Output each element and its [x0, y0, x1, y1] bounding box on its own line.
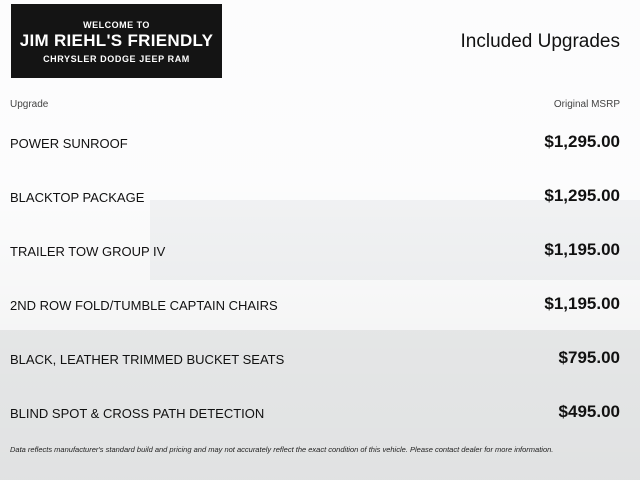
disclaimer-text: Data reflects manufacturer's standard build and pricing and may not accurately reflect the exact condition of this vehicle. Please contact dealer for more information. [10, 445, 554, 454]
upgrade-price: $1,195.00 [544, 294, 620, 313]
upgrade-name: BLIND SPOT & CROSS PATH DETECTION [10, 406, 265, 421]
column-header-msrp: Original MSRP [553, 99, 620, 110]
upgrade-price: $1,295.00 [544, 186, 620, 205]
upgrade-name: BLACKTOP PACKAGE [10, 190, 145, 205]
upgrade-row [0, 386, 640, 440]
upgrade-row [0, 278, 640, 332]
upgrade-price: $1,195.00 [544, 240, 620, 259]
logo-dealer-name: JIM RIEHL'S FRIENDLY [19, 31, 214, 50]
logo-welcome-text: WELCOME TO [83, 20, 150, 30]
dealer-logo [11, 4, 222, 78]
upgrade-price: $495.00 [558, 402, 620, 421]
upgrade-price: $1,295.00 [544, 132, 620, 151]
upgrade-name: 2ND ROW FOLD/TUMBLE CAPTAIN CHAIRS [10, 298, 278, 313]
upgrade-name: TRAILER TOW GROUP IV [10, 244, 166, 259]
upgrade-name: POWER SUNROOF [10, 136, 128, 151]
logo-brands: CHRYSLER DODGE JEEP RAM [43, 54, 190, 64]
upgrade-row [0, 116, 640, 170]
upgrade-price: $795.00 [558, 348, 620, 367]
page-title: Included Upgrades [460, 31, 620, 52]
column-header-upgrade: Upgrade [10, 99, 49, 110]
upgrade-name: BLACK, LEATHER TRIMMED BUCKET SEATS [10, 352, 285, 367]
upgrade-row [0, 224, 640, 278]
upgrade-row [0, 170, 640, 224]
upgrade-row [0, 332, 640, 386]
